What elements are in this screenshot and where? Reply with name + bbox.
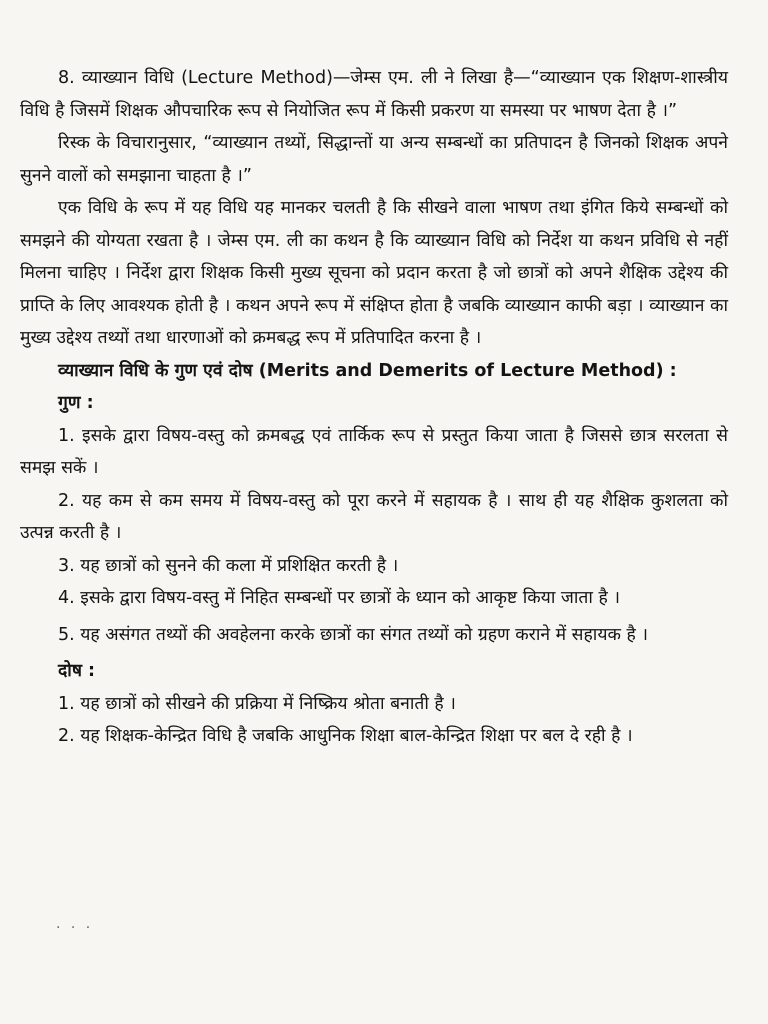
merit-item-1: 1. इसके द्वारा विषय-वस्तु को क्रमबद्ध एवं तार्किक रूप से प्रस्तुत किया जाता है जिससे छात्र सरलता से समझ सकें । [20,425,728,478]
method-description-paragraph: एक विधि के रूप में यह विधि यह मानकर चलती है कि सीखने वाला भाषण तथा इंगित किये सम्बन्धों को समझने की योग्यता रखता है । जेम्स एम. ली का कथन है कि व्याख्यान विधि को निर्देश या कथन प्रविधि से नहीं मिलना चाहिए । निर्देश द्वारा शिक्षक किसी मुख्य सूचना को प्रदान करता है जो छात्रों को अपने शैक्षिक उद्देश्य की प्राप्ति के लिए आवश्यक होती है । कथन अपने रूप में संक्षिप्त होता है जबकि व्याख्यान काफी बड़ा । व्याख्यान का मुख्य उद्देश्य तथ्यों तथा धारणाओं को क्रमबद्ध रूप में प्रतिपादित करना है । [20,198,728,348]
merits-label: गुण : [58,393,94,413]
risk-definition-paragraph: रिस्क के विचारानुसार, “व्याख्यान तथ्यों, सिद्धान्तों या अन्य सम्बन्धों का प्रतिपादन है जिनको शिक्षक अपने सुनने वालों को समझाना चाहता है ।” [20,133,728,186]
merit-item-3: 3. यह छात्रों को सुनने की कला में प्रशिक्षित करती है । [58,555,399,576]
merits-demerits-heading: व्याख्यान विधि के गुण एवं दोष (Merits and Demerits of Lecture Method) : [58,360,677,381]
demerits-label: दोष : [58,661,96,681]
demerit-item-1: 1. यह छात्रों को सीखने की प्रक्रिया में निष्क्रिय श्रोता बनाती है । [58,693,456,714]
scan-speckle-marks: · · · [56,920,94,936]
merit-item-5: 5. यह असंगत तथ्यों की अवहेलना करके छात्रों का संगत तथ्यों को ग्रहण कराने में सहायक है । [58,624,648,645]
section-8-lead-paragraph: 8. व्याख्यान विधि (Lecture Method)—जेम्स एम. ली ने लिखा है—“व्याख्यान एक शिक्षण-शास्त्रीय विधि है जिसमें शिक्षक औपचारिक रूप से नियोजित रूप में किसी प्रकरण या समस्या पर भाषण देता है ।” [20,68,728,121]
demerit-item-2: 2. यह शिक्षक-केन्द्रित विधि है जबकि आधुनिक शिक्षा बाल-केन्द्रित शिक्षा पर बल दे रही है । [58,726,633,746]
merit-item-4: 4. इसके द्वारा विषय-वस्तु में निहित सम्बन्धों पर छात्रों के ध्यान को आकृष्ट किया जाता है । [58,588,620,608]
merit-item-2: 2. यह कम से कम समय में विषय-वस्तु को पूरा करने में सहायक है । साथ ही यह शैक्षिक कुशलता को उत्पन्न करती है । [20,490,728,543]
